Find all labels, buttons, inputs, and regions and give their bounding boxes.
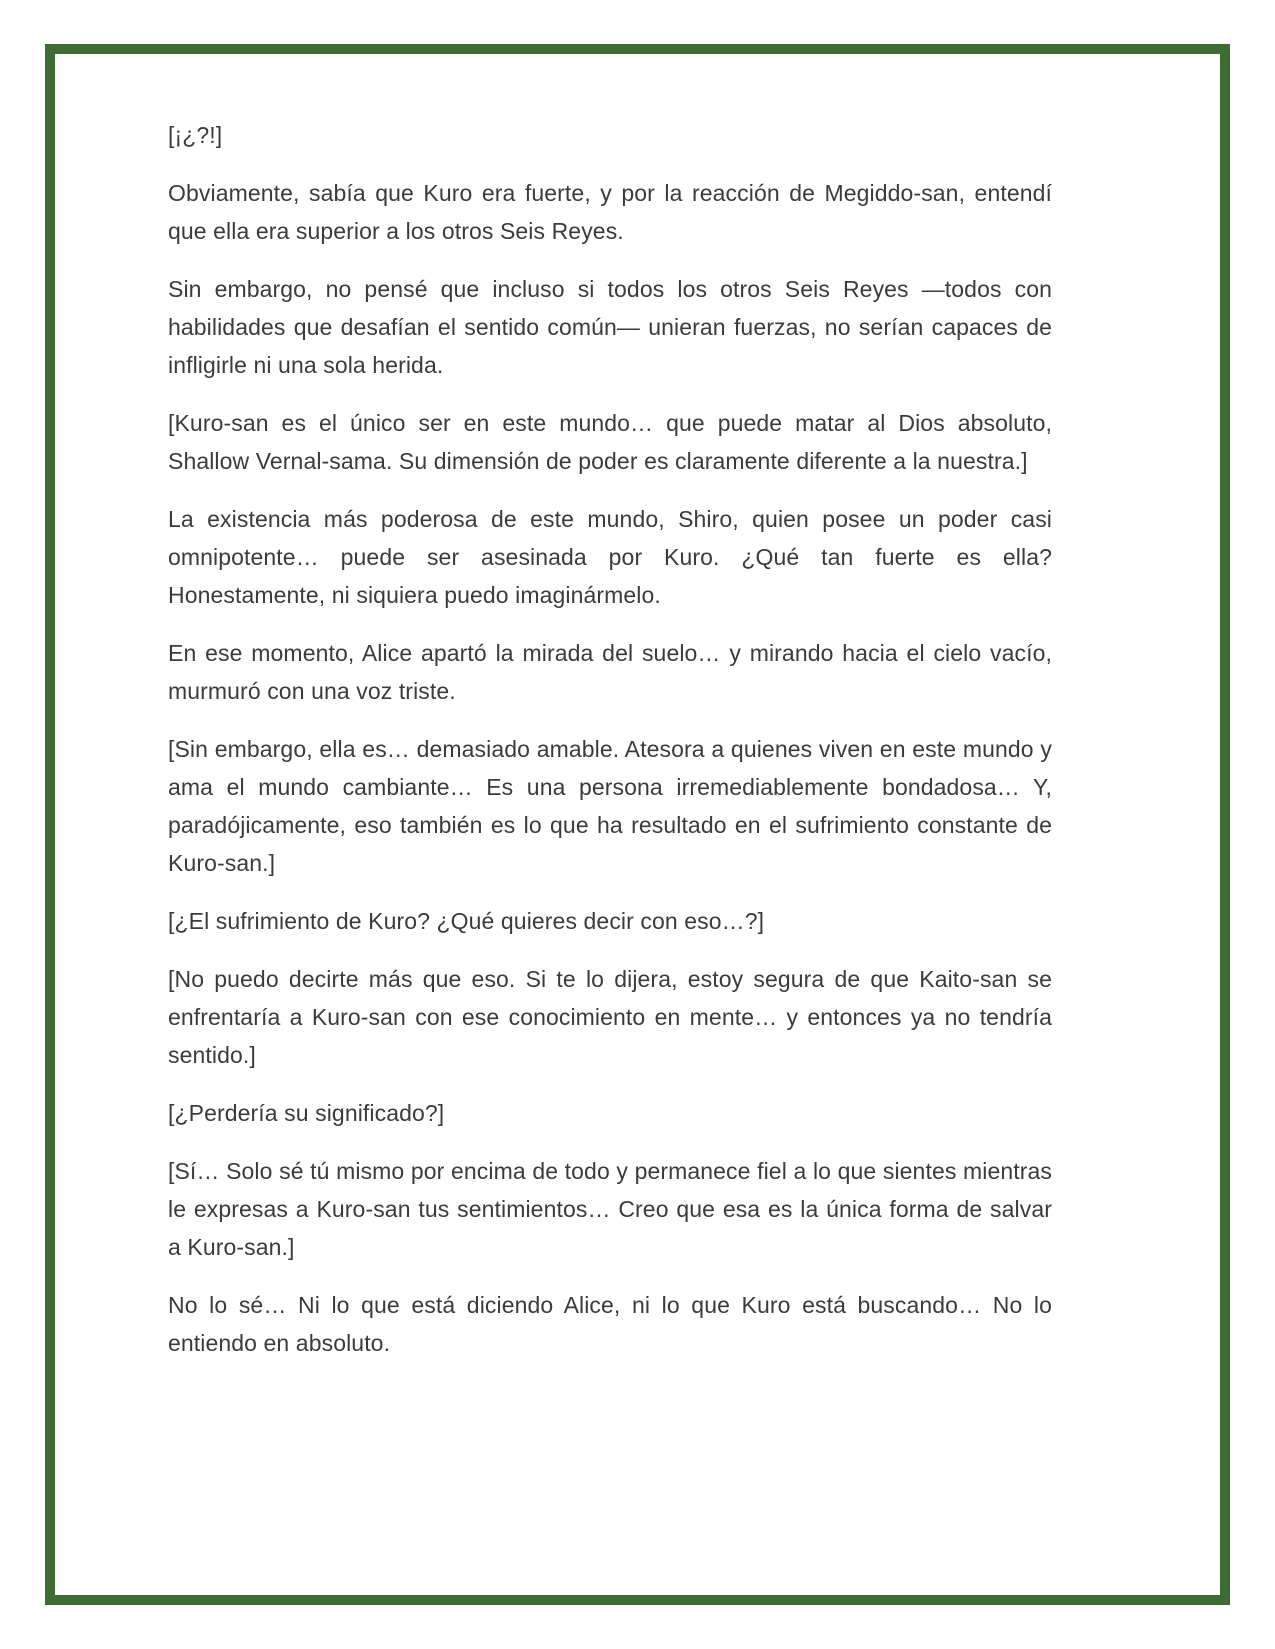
paragraph: [¿El sufrimiento de Kuro? ¿Qué quieres decir con eso…?]: [168, 908, 765, 934]
paragraph: Obviamente, sabía que Kuro era fuerte, y por la reacción de Megiddo-san, entendí que ella era superior a los otros Seis Reyes.: [168, 180, 1052, 244]
document-content: [55, 54, 1220, 1432]
paragraph: [¡¿?!]: [168, 122, 223, 148]
paragraph: [Kuro-san es el único ser en este mundo… que puede matar al Dios absoluto, Shallow Vernal-sama. Su dimensión de poder es claramente diferente a la nuestra.]: [168, 410, 1052, 474]
paragraph: [No puedo decirte más que eso. Si te lo dijera, estoy segura de que Kaito-san se enfrentaría a Kuro-san con ese conocimiento en mente… y entonces ya no tendría sentido.]: [168, 966, 1052, 1068]
paragraph: [¿Perdería su significado?]: [168, 1100, 445, 1126]
paragraph: [Sí… Solo sé tú mismo por encima de todo y permanece fiel a lo que sientes mientras le expresas a Kuro-san tus sentimientos… Creo que esa es la única forma de salvar a Kuro-san.]: [168, 1158, 1052, 1260]
paragraph: [Sin embargo, ella es… demasiado amable. Atesora a quienes viven en este mundo y ama el mundo cambiante… Es una persona irremediablemente bondadosa… Y, paradójicamente, eso también es lo que ha resultado en el sufrimiento constante de Kuro-san.]: [168, 736, 1052, 876]
paragraph: La existencia más poderosa de este mundo, Shiro, quien posee un poder casi omnipotente… puede ser asesinada por Kuro. ¿Qué tan fuerte es ella? Honestamente, ni siquiera puedo imaginármelo.: [168, 506, 1052, 608]
paragraph: Sin embargo, no pensé que incluso si todos los otros Seis Reyes —todos con habilidades que desafían el sentido común— unieran fuerzas, no serían capaces de infligirle ni una sola herida.: [168, 276, 1052, 378]
page-frame: [45, 44, 1230, 1605]
paragraph: En ese momento, Alice apartó la mirada del suelo… y mirando hacia el cielo vacío, murmuró con una voz triste.: [168, 640, 1052, 704]
paragraph: No lo sé… Ni lo que está diciendo Alice, ni lo que Kuro está buscando… No lo entiendo en absoluto.: [168, 1292, 1052, 1356]
